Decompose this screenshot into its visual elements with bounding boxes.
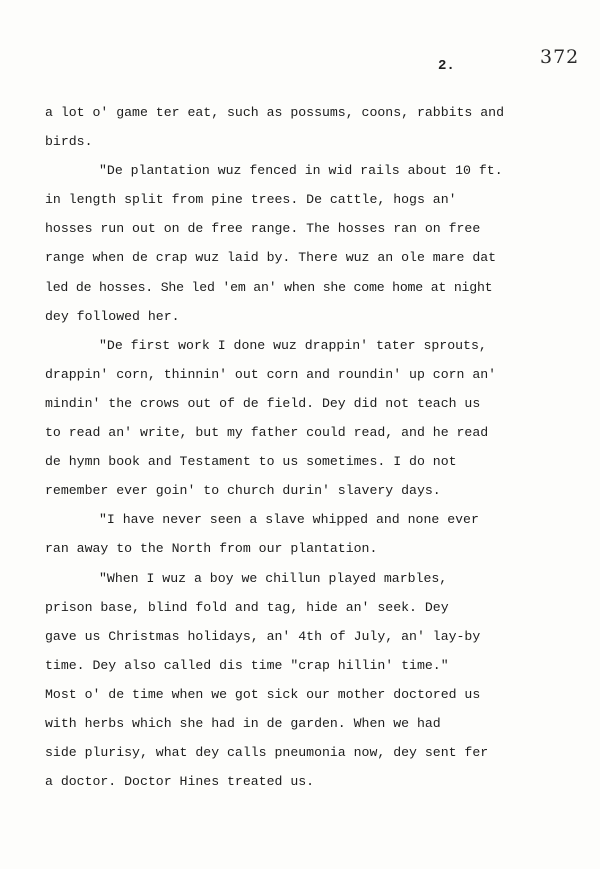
- text-line: ran away to the North from our plantation.: [45, 541, 378, 557]
- text-line: mindin' the crows out of de field. Dey did not teach us: [45, 395, 481, 411]
- text-line: with herbs which she had in de garden. When we had: [45, 715, 441, 731]
- paragraph-start-line: "De first work I done wuz drappin' tater sprouts,: [99, 337, 487, 353]
- text-line: to read an' write, but my father could read, and he read: [45, 425, 489, 441]
- text-line: in length split from pine trees. De cattle, hogs an': [45, 192, 457, 208]
- text-line: hosses run out on de free range. The hosses ran on free: [45, 221, 481, 237]
- text-line: side plurisy, what dey calls pneumonia now, dey sent fer: [45, 745, 489, 761]
- text-line: prison base, blind fold and tag, hide an' seek. Dey: [45, 599, 449, 615]
- text-line: Most o' de time when we got sick our mother doctored us: [45, 686, 481, 702]
- text-line: time. Dey also called dis time "crap hillin' time.": [45, 657, 449, 673]
- text-line: gave us Christmas holidays, an' 4th of July, an' lay-by: [45, 628, 481, 644]
- paragraph-start-line: "I have never seen a slave whipped and none ever: [99, 512, 479, 528]
- text-line: birds.: [45, 134, 93, 150]
- text-line: dey followed her.: [45, 308, 180, 324]
- paragraph-start-line: "When I wuz a boy we chillun played marbles,: [99, 570, 448, 586]
- paragraph-start-line: "De plantation wuz fenced in wid rails about 10 ft.: [99, 163, 503, 179]
- text-line: range when de crap wuz laid by. There wuz an ole mare dat: [45, 250, 497, 266]
- typewritten-narrative: [45, 98, 565, 796]
- text-line: remember ever goin' to church durin' slavery days.: [45, 483, 441, 499]
- archive-stamp-number: 372: [540, 46, 580, 68]
- page-number: 2.: [438, 58, 455, 74]
- text-line: led de hosses. She led 'em an' when she come home at night: [45, 279, 493, 295]
- text-line: de hymn book and Testament to us sometimes. I do not: [45, 454, 457, 470]
- text-line: drappin' corn, thinnin' out corn and roundin' up corn an': [45, 366, 497, 382]
- text-line: a doctor. Doctor Hines treated us.: [45, 774, 315, 790]
- text-line: a lot o' game ter eat, such as possums, coons, rabbits and: [45, 105, 504, 120]
